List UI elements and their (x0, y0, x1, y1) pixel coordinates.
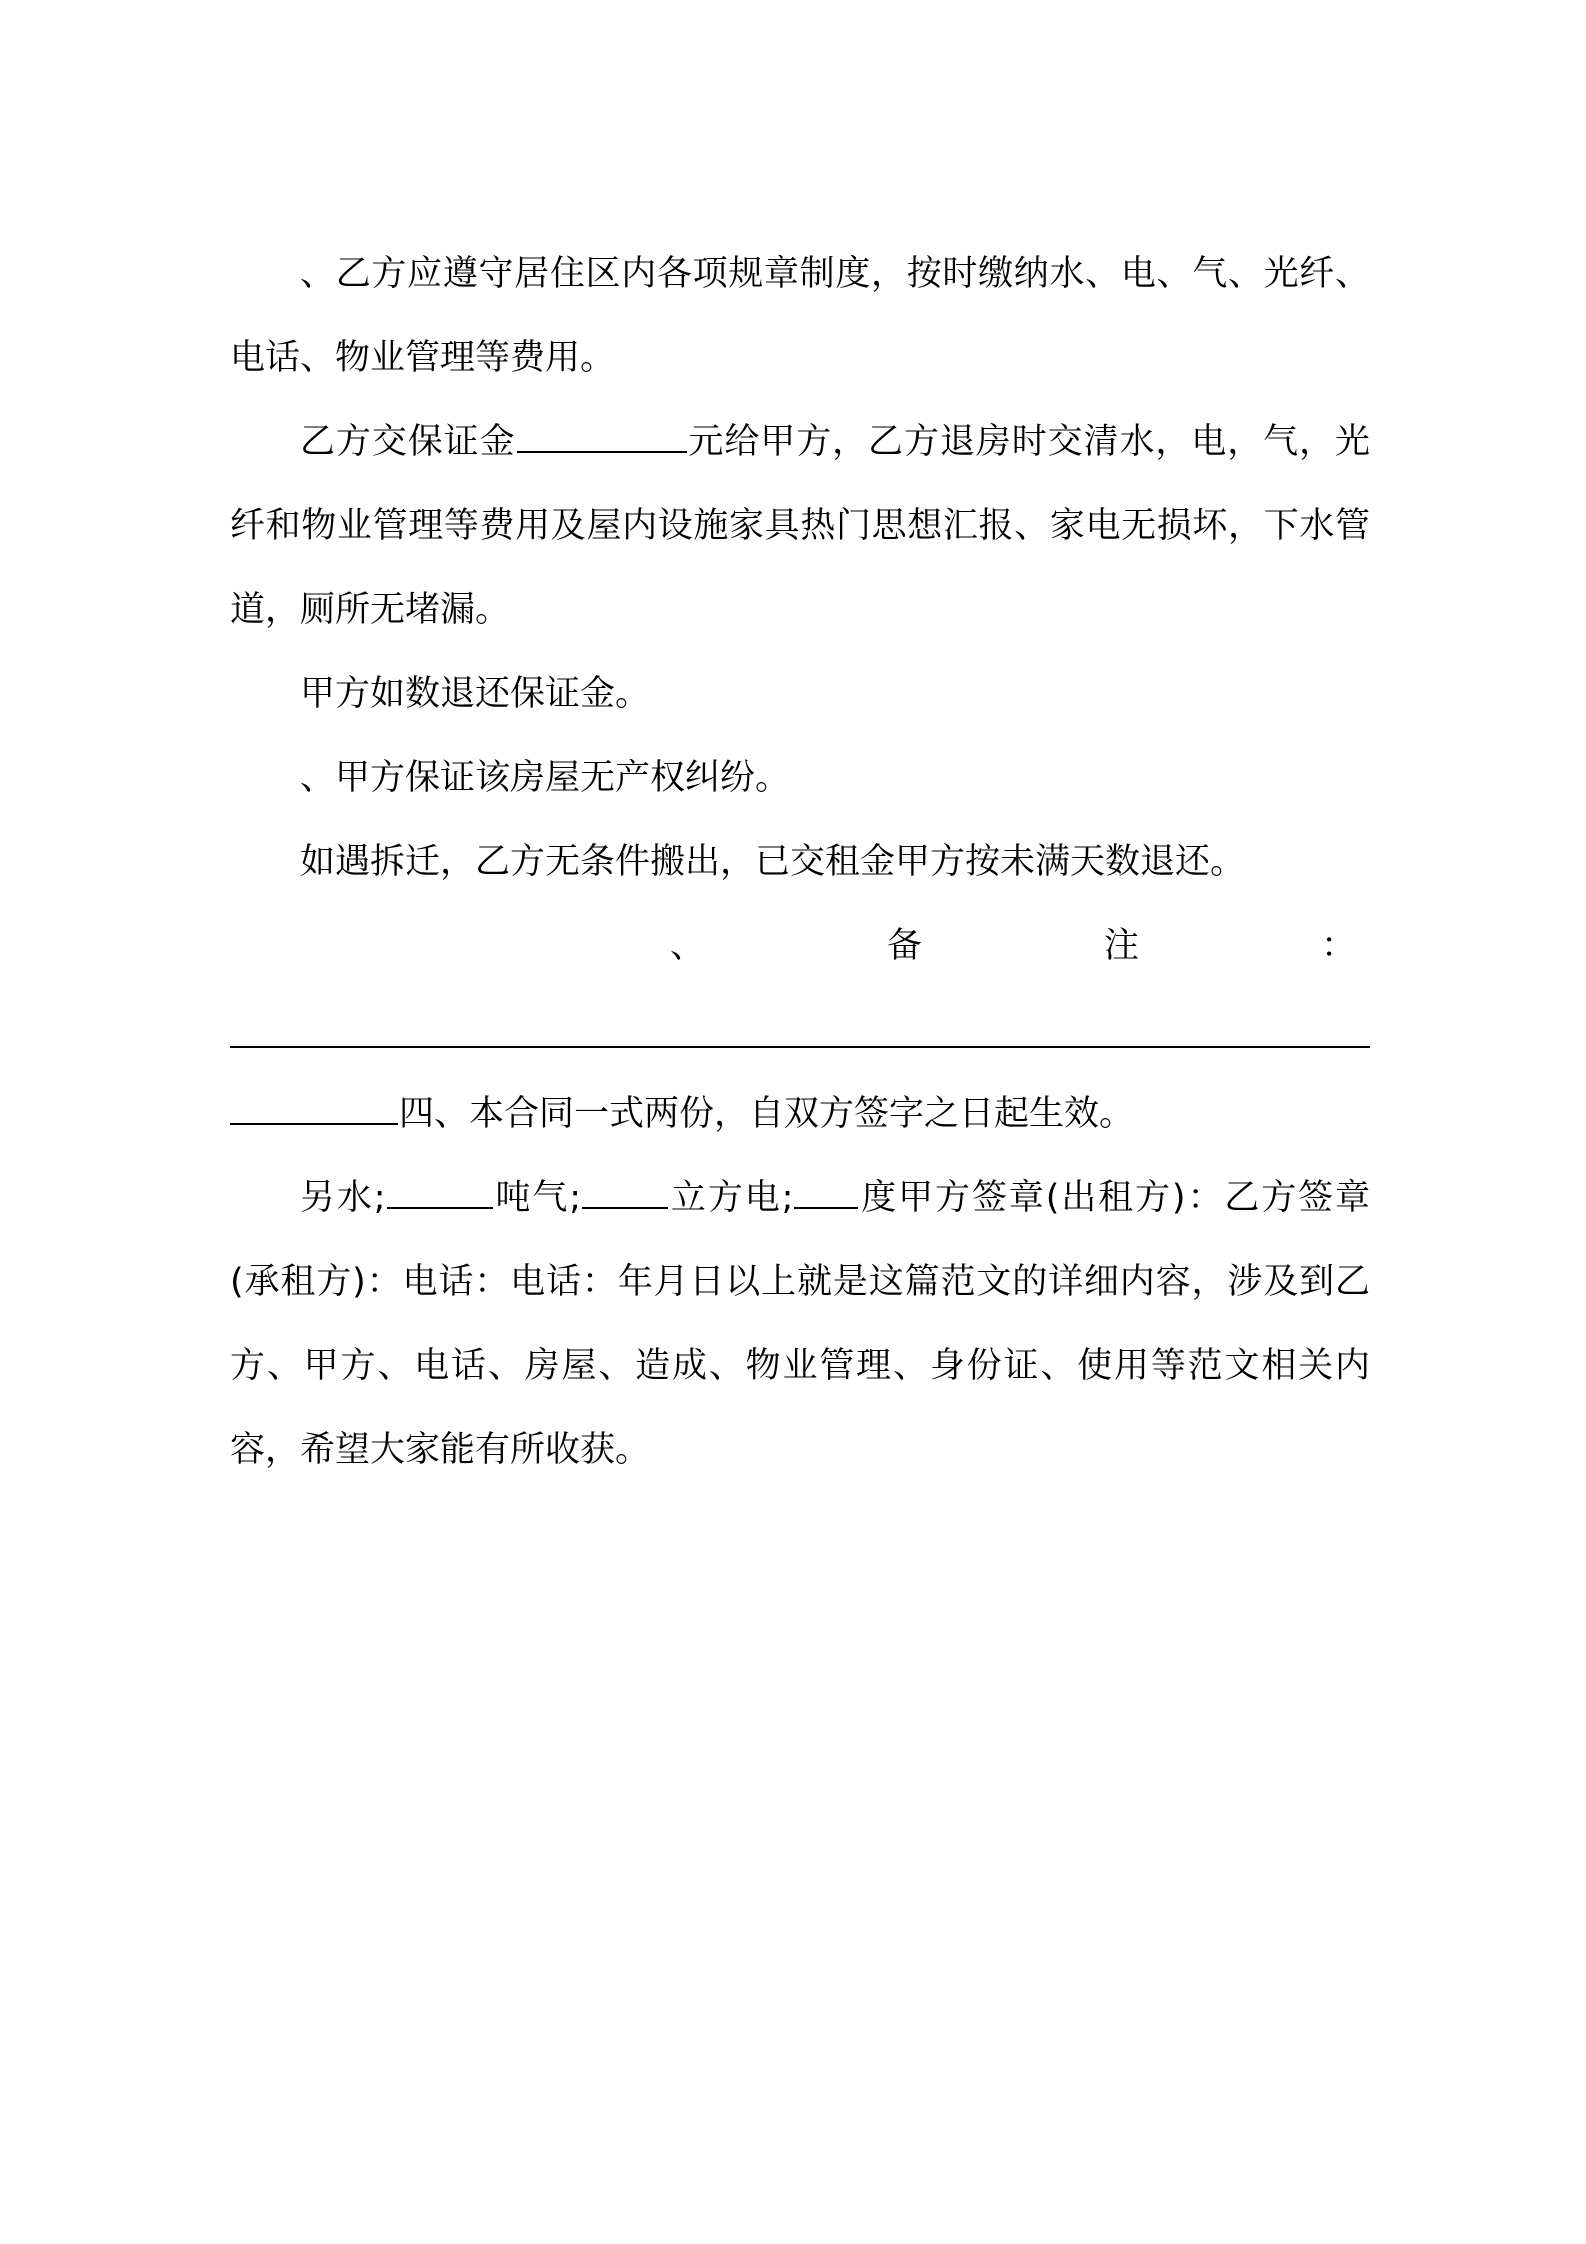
deposit-amount-blank (517, 421, 687, 453)
remarks-mark: 、 (670, 926, 706, 966)
clause-copies (230, 1072, 1370, 1156)
meter-electric-label: 立方电; (669, 1178, 794, 1218)
signature-and-summary-text: 度甲方签章(出租方)：乙方签章(承租方)：电话：电话：年月日以上就是这篇范文的详细内容，涉及到乙方、甲方、电话、房屋、造成、物业管理、身份证、使用等范文相关内容，希望大家能有所收获。 (230, 1178, 1371, 1470)
clause-meter-readings (230, 1156, 1370, 1492)
remarks-fill-blank (230, 1093, 398, 1125)
deposit-text-start: 乙方交保证金 (300, 422, 516, 462)
clause-refund: 甲方如数退还保证金。 (300, 674, 651, 714)
electric-reading-blank (794, 1177, 858, 1209)
remarks-colon: ： (1320, 926, 1356, 966)
remarks-fill-line (230, 988, 1370, 1072)
remarks-char-1: 备 (886, 926, 922, 966)
deposit-text-end: 元给甲方，乙方退房时交清水，电，气，光纤和物业管理等费用及屋内设施家具热门思想汇报、家电无损坏，下水管道，厕所无堵漏。 (230, 422, 1370, 630)
gas-reading-blank (582, 1177, 668, 1209)
remarks-char-2: 注 (1103, 926, 1139, 966)
copies-text: 四、本合同一式两份，自双方签字之日起生效。 (399, 1094, 1135, 1134)
clause-property-rights: 、甲方保证该房屋无产权纠纷。 (300, 758, 791, 798)
clause-deposit (230, 400, 1370, 652)
document-page (230, 232, 1370, 1492)
meter-gas-label: 吨气; (493, 1178, 582, 1218)
remarks-heading (230, 904, 1370, 988)
clause-demolition: 如遇拆迁，乙方无条件搬出，已交租金甲方按未满天数退还。 (300, 842, 1246, 882)
water-reading-blank (387, 1177, 493, 1209)
clause-utilities: 、乙方应遵守居住区内各项规章制度，按时缴纳水、电、气、光纤、电话、物业管理等费用。 (230, 254, 1370, 378)
meter-water-label: 另水; (300, 1178, 386, 1218)
